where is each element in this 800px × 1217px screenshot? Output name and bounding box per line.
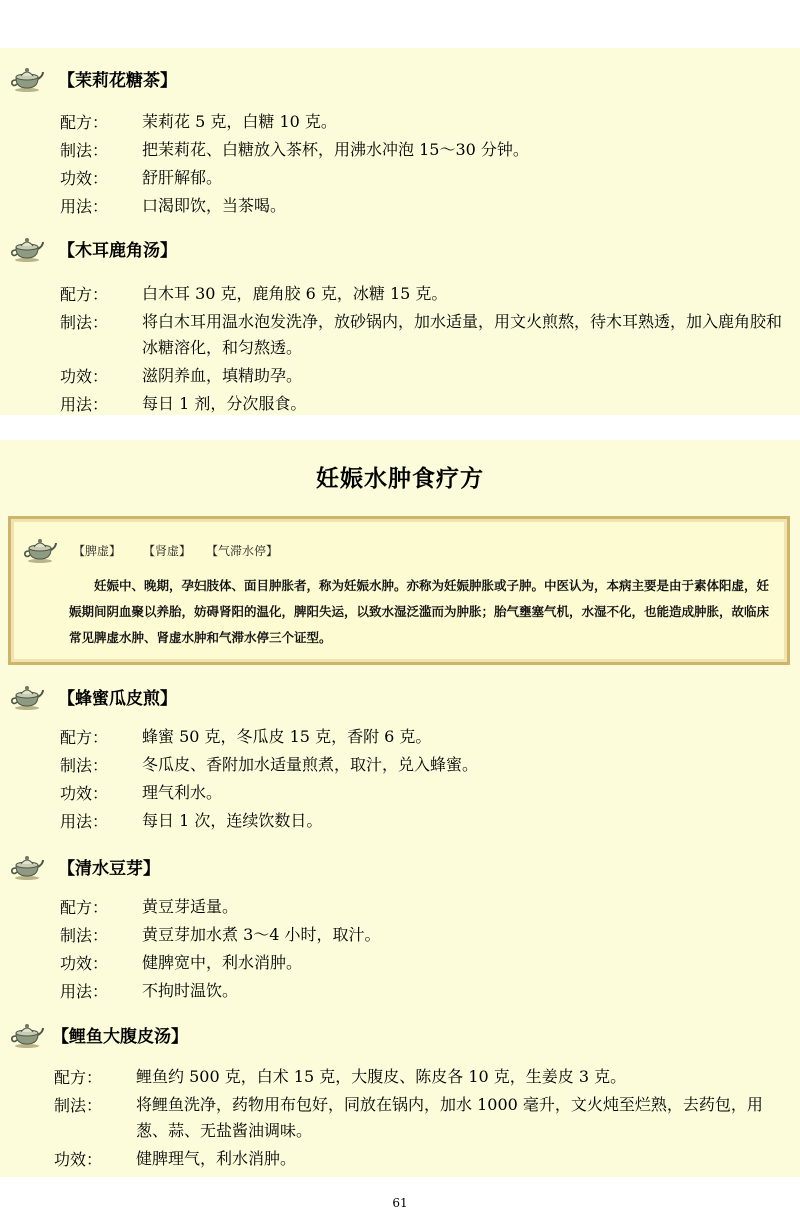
row-value: 口渴即饮，当茶喝。: [142, 196, 287, 215]
recipe-row: [0, 165, 800, 193]
recipe-row: [0, 1064, 800, 1092]
recipe-header: [0, 680, 800, 716]
row-label: 制法：: [60, 313, 109, 332]
recipe-title: 【木耳鹿角汤】: [58, 241, 177, 261]
recipe-row: [0, 281, 800, 309]
tag-qi-stagnation: 【气滞水停】: [206, 544, 279, 558]
row-label: 功效：: [60, 784, 109, 803]
row-label: 功效：: [54, 1150, 103, 1169]
teapot-icon: [10, 1020, 44, 1048]
teapot-icon: [10, 852, 44, 880]
row-value: 健脾理气，利水消肿。: [136, 1149, 297, 1168]
recipe-header: [0, 1018, 800, 1054]
recipe-row: [0, 978, 800, 1006]
recipe-header: [0, 62, 800, 98]
row-label: 配方：: [54, 1068, 103, 1087]
recipe-row: [0, 724, 800, 752]
recipe-row: [0, 109, 800, 137]
recipe-row: [0, 137, 800, 165]
row-value: 冬瓜皮、香附加水适量煎煮，取汁，兑入蜂蜜。: [142, 755, 479, 774]
recipe-row: [0, 363, 800, 391]
recipe-row: [0, 193, 800, 221]
recipe-title: 【蜂蜜瓜皮煎】: [58, 689, 177, 709]
row-label: 功效：: [60, 367, 109, 386]
recipe-title: 【茉莉花糖茶】: [58, 71, 177, 91]
recipe-row: [0, 391, 800, 419]
row-label: 功效：: [60, 169, 109, 188]
row-value: 把茉莉花、白糖放入茶杯，用沸水冲泡 15～30 分钟。: [142, 140, 529, 159]
row-value: 不拘时温饮。: [142, 981, 239, 1000]
row-label: 功效：: [60, 954, 109, 973]
recipe-row: [0, 752, 800, 780]
row-label: 制法：: [60, 141, 109, 160]
recipe-row: [0, 1146, 800, 1174]
row-value: 白木耳 30 克，鹿角胶 6 克，冰糖 15 克。: [142, 284, 448, 303]
row-label: 用法：: [60, 982, 109, 1001]
row-label: 用法：: [60, 197, 109, 216]
tag-spleen-deficiency: 【脾虚】: [73, 544, 122, 558]
row-value: 将鲤鱼洗净，药物用布包好，同放在锅内，加水 1000 毫升，文火炖至烂熟，去药包，用葱、蒜、无盐酱油调味。: [136, 1095, 763, 1140]
intro-text: 妊娠中、晚期，孕妇肢体、面目肿胀者，称为妊娠水肿。亦称为妊娠肿胀或子肿。中医认为，本病主要是由于素体阳虚，妊娠期间阴血聚以养胎，妨碍肾阳的温化，脾阳失运，以致水湿泛滥而为肿胀；胎气壅塞气机，水湿不化，也能造成肿胀，故临床常见脾虚水肿、肾虚水肿和气滞水停三个证型。: [69, 578, 770, 645]
section-title: 妊娠水肿食疗方: [316, 466, 484, 492]
row-label: 配方：: [60, 728, 109, 747]
recipe-title: 【清水豆芽】: [58, 859, 160, 879]
row-label: 配方：: [60, 113, 109, 132]
row-label: 制法：: [60, 756, 109, 775]
teapot-icon: [10, 234, 44, 262]
row-value: 舒肝解郁。: [142, 168, 223, 187]
row-value: 健脾宽中，利水消肿。: [142, 953, 303, 972]
row-label: 配方：: [60, 285, 109, 304]
row-value: 每日 1 次，连续饮数日。: [142, 811, 323, 830]
row-value: 滋阴养血，填精助孕。: [142, 366, 303, 385]
row-value: 每日 1 剂，分次服食。: [142, 394, 307, 413]
recipe-row: [0, 808, 800, 836]
row-value: 理气利水。: [142, 783, 223, 802]
recipe-honey-melon-peel: [0, 680, 800, 836]
row-value: 黄豆芽加水煮 3～4 小时，取汁。: [142, 925, 381, 944]
recipe-tremella-antler-soup: [0, 232, 800, 419]
teapot-icon: [10, 64, 44, 92]
tag-kidney-deficiency: 【肾虚】: [143, 544, 192, 558]
recipe-title: 【鲤鱼大腹皮汤】: [52, 1027, 188, 1047]
row-value: 将白木耳用温水泡发洗净，放砂锅内，加水适量，用文火煎熬，待木耳熟透，加入鹿角胶和冰糖溶化，和匀熬透。: [142, 312, 783, 357]
teapot-icon: [10, 682, 44, 710]
row-value: 蜂蜜 50 克，冬瓜皮 15 克，香附 6 克。: [142, 727, 432, 746]
recipe-row: [0, 894, 800, 922]
row-label: 用法：: [60, 395, 109, 414]
recipe-row: [0, 922, 800, 950]
recipe-row: [0, 780, 800, 808]
intro-box: [8, 516, 790, 665]
recipe-carp-areca-peel-soup: [0, 1018, 800, 1174]
recipe-plain-bean-sprouts: [0, 850, 800, 1006]
recipe-row: [0, 950, 800, 978]
recipe-row: [0, 1092, 800, 1146]
teapot-icon: [23, 535, 57, 563]
page-number: 61: [392, 1196, 408, 1210]
row-value: 鲤鱼约 500 克，白术 15 克，大腹皮、陈皮各 10 克，生姜皮 3 克。: [136, 1067, 627, 1086]
row-label: 制法：: [60, 926, 109, 945]
recipe-row: [0, 309, 800, 363]
recipe-header: [0, 232, 800, 268]
row-label: 用法：: [60, 812, 109, 831]
recipe-jasmine-sugar-tea: [0, 62, 800, 221]
row-value: 茉莉花 5 克，白糖 10 克。: [142, 112, 337, 131]
recipe-header: [0, 850, 800, 886]
row-label: 制法：: [54, 1096, 103, 1115]
row-value: 黄豆芽适量。: [142, 897, 239, 916]
row-label: 配方：: [60, 898, 109, 917]
